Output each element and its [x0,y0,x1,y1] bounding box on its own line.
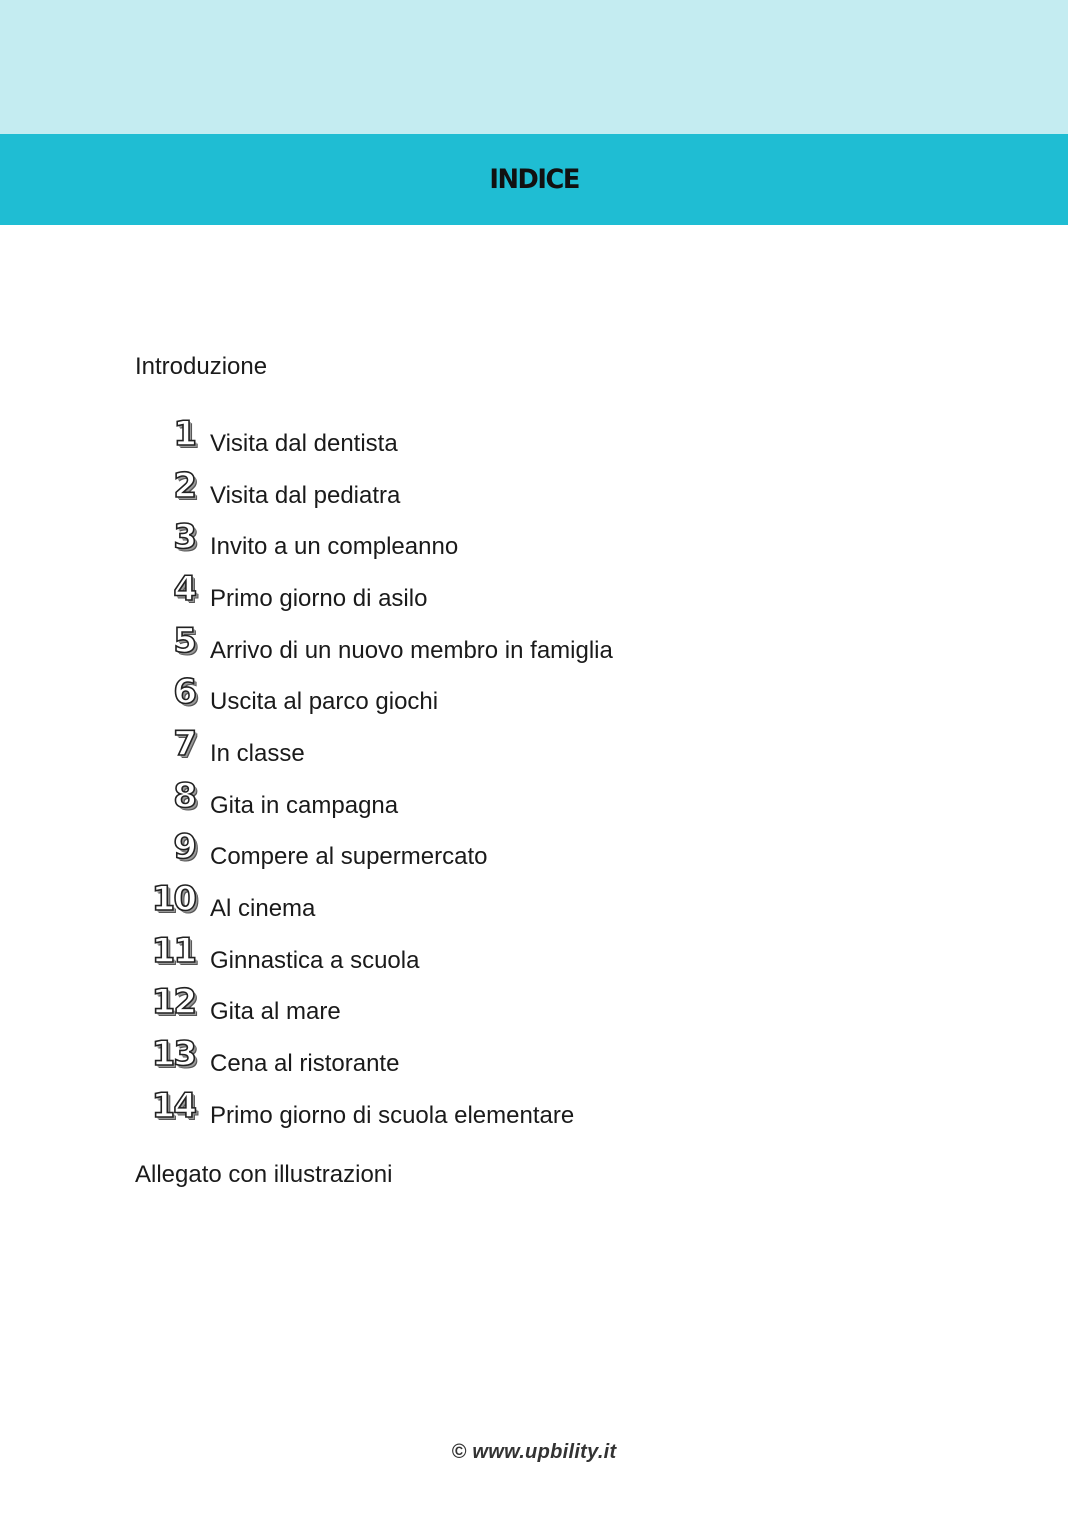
chapter-number: 11 [151,930,195,971]
chapter-number: 5 [173,620,195,661]
toc-item [135,1086,613,1138]
chapter-title: Primo giorno di asilo [210,584,428,612]
footer-copyright: © www.upbility.it [451,1441,617,1463]
toc-item [135,466,613,518]
toc-item [135,983,613,1035]
chapter-title: Compere al supermercato [210,843,488,871]
chapter-title: Arrivo di un nuovo membro in famiglia [210,636,613,664]
title-band [0,134,1068,225]
toc-item [135,414,613,466]
toc-item [135,776,613,828]
toc-appendix: Allegato con illustrazioni [135,1161,393,1188]
chapter-title: Al cinema [210,895,316,923]
toc-item [135,672,613,724]
toc-item [135,517,613,569]
chapter-number: 8 [173,775,195,816]
chapter-number: 6 [173,672,195,713]
toc-item [135,879,613,931]
chapter-number: 10 [151,879,195,920]
chapter-number: 14 [151,1085,195,1126]
chapter-number: 1 [173,413,195,454]
toc-item [135,621,613,673]
chapter-title: In classe [210,739,305,767]
chapter-title: Cena al ristorante [210,1050,400,1078]
chapter-number: 13 [151,1034,195,1075]
top-band [0,0,1068,134]
chapter-title: Primo giorno di scuola elementare [210,1101,575,1129]
chapter-number: 9 [173,827,195,868]
toc-item [135,828,613,880]
chapter-number: 12 [151,982,195,1023]
chapter-number: 4 [173,568,195,609]
toc-item [135,931,613,983]
chapter-number: 3 [173,517,195,558]
chapter-title: Ginnastica a scuola [210,946,420,974]
chapter-title: Invito a un compleanno [210,533,459,561]
chapter-title: Visita dal pediatra [210,481,401,509]
chapter-number: 7 [173,723,195,764]
toc-introduction: Introduzione [135,353,268,380]
table-of-contents [135,414,613,1138]
chapter-title: Uscita al parco giochi [210,688,439,716]
chapter-title: Gita al mare [210,998,341,1026]
chapter-title: Visita dal dentista [210,429,398,457]
toc-item [135,724,613,776]
toc-item [135,569,613,621]
chapter-number: 2 [173,465,195,506]
toc-item [135,1034,613,1086]
chapter-title: Gita in campagna [210,791,399,819]
page-title: INDICE [489,164,579,195]
